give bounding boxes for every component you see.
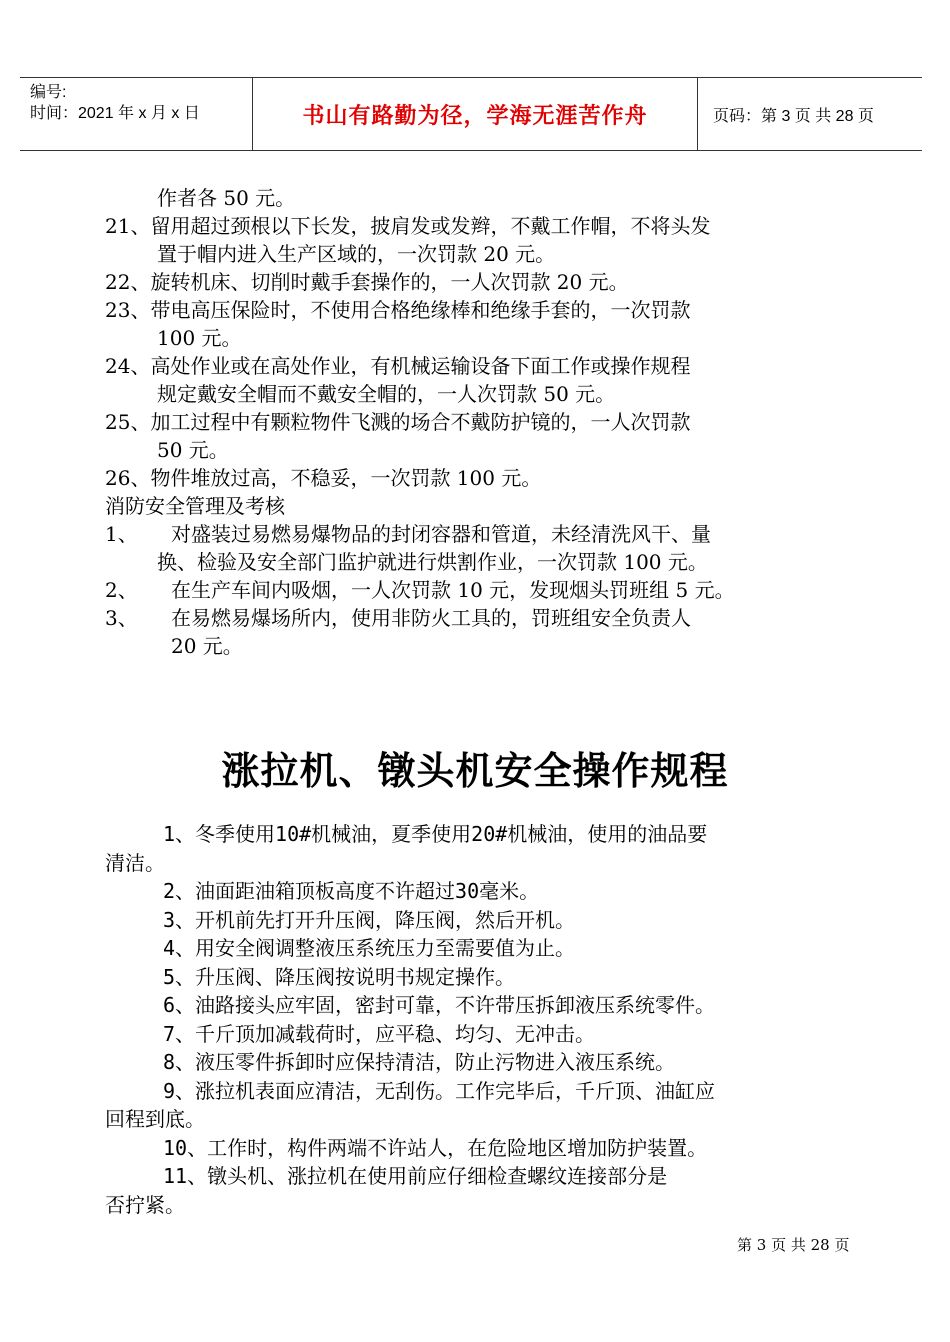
rule-line: 5、升压阀、降压阀按说明书规定操作。	[163, 964, 516, 989]
text-line: 21、留用超过颈根以下长发，披肩发或发辫，不戴工作帽，不将头发	[105, 214, 711, 238]
fire-item	[105, 604, 850, 632]
section2-title: 涨拉机、镦头机安全操作规程	[221, 749, 729, 793]
text-line: 22、旋转机床、切削时戴手套操作的，一人次罚款 20 元。	[105, 270, 629, 294]
rule-line: 11、镦头机、涨拉机在使用前应仔细检查螺纹连接部分是	[163, 1164, 668, 1188]
section1-body	[105, 184, 850, 660]
text-line: 50 元。	[157, 438, 229, 462]
fire-item-continuation: 20 元。	[171, 634, 243, 658]
section-heading: 消防安全管理及考核	[105, 494, 285, 518]
fire-item-text: 在易燃易爆场所内，使用非防火工具的，罚班组安全负责人	[171, 606, 691, 630]
rule-line: 9、涨拉机表面应清洁，无刮伤。工作完毕后，千斤顶、油缸应	[163, 1078, 716, 1103]
fire-item	[105, 520, 850, 548]
text-line: 23、带电高压保险时，不使用合格绝缘棒和绝缘手套的，一次罚款	[105, 298, 691, 322]
text-line: 规定戴安全帽而不戴安全帽的，一人次罚款 50 元。	[157, 382, 616, 406]
fire-item-text: 在生产车间内吸烟，一人次罚款 10 元，发现烟头罚班组 5 元。	[171, 578, 735, 602]
rule-line: 回程到底。	[105, 1107, 205, 1131]
fire-item-continuation: 换、检验及安全部门监护就进行烘割作业，一次罚款 100 元。	[157, 550, 708, 574]
rule-line: 10、工作时，构件两端不许站人，在危险地区增加防护装置。	[163, 1135, 708, 1160]
header-page-label: 页码：第 3 页 共 28 页	[713, 107, 874, 125]
rule-line: 3、开机前先打开升压阀，降压阀，然后开机。	[163, 907, 576, 932]
fire-item	[105, 576, 850, 604]
rule-line: 1、冬季使用10#机械油，夏季使用20#机械油，使用的油品要	[163, 822, 708, 846]
header-motto: 书山有路勤为径，学海无涯苦作舟	[252, 78, 698, 150]
rule-line: 4、用安全阀调整液压系统压力至需要值为止。	[163, 936, 576, 960]
page-header	[20, 77, 922, 151]
text-line: 100 元。	[157, 326, 242, 350]
fire-item-number: 1、	[105, 522, 138, 546]
text-line: 24、高处作业或在高处作业，有机械运输设备下面工作或操作规程	[105, 354, 691, 378]
footer-page-number: 第 3 页 共 28 页	[737, 1236, 850, 1254]
fire-item-text: 对盛装过易燃易爆物品的封闭容器和管道，未经清洗风干、量	[171, 522, 711, 546]
text-line: 置于帽内进入生产区域的，一次罚款 20 元。	[157, 242, 556, 266]
text-line: 26、物件堆放过高，不稳妥，一次罚款 100 元。	[105, 466, 542, 490]
rule-line: 8、液压零件拆卸时应保持清洁，防止污物进入液压系统。	[163, 1050, 676, 1074]
fire-item-number: 2、	[105, 578, 138, 602]
rule-line: 6、油路接头应牢固，密封可靠，不许带压拆卸液压系统零件。	[163, 993, 716, 1017]
text-line: 25、加工过程中有颗粒物件飞溅的场合不戴防护镜的，一人次罚款	[105, 410, 691, 434]
section2-body	[105, 820, 850, 1219]
number-label: 编号:	[30, 84, 67, 101]
rule-line: 否拧紧。	[105, 1192, 185, 1217]
fire-item-number: 3、	[105, 606, 138, 630]
rule-line: 2、油面距油箱顶板高度不许超过30毫米。	[163, 879, 540, 903]
date-label: 时间：2021 年 x 月 x 日	[30, 105, 200, 122]
header-meta	[20, 78, 260, 154]
rule-line: 清洁。	[105, 850, 165, 875]
text-line: 作者各 50 元。	[157, 186, 296, 210]
rule-line: 7、千斤顶加减载荷时，应平稳、均匀、无冲击。	[163, 1021, 596, 1046]
